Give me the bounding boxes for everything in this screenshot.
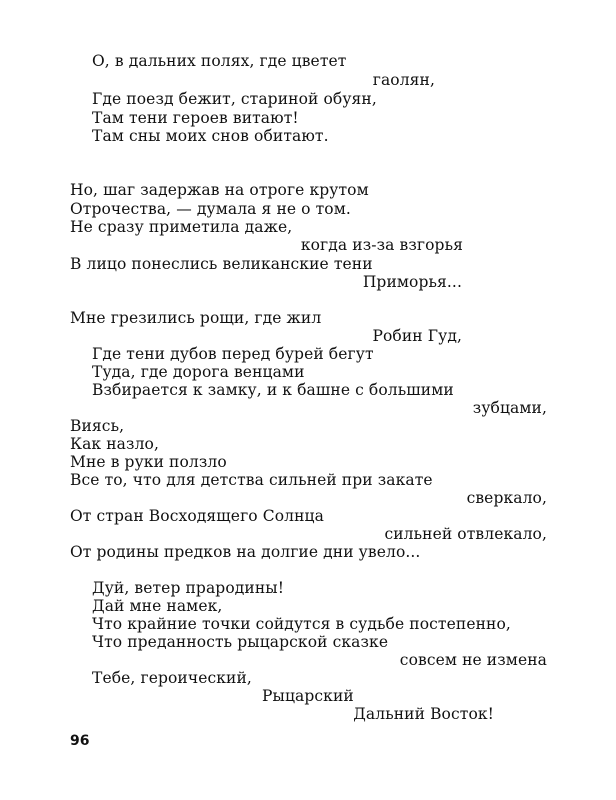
poem-line: В лицо понеслись великанские тени	[70, 255, 373, 273]
poem-line: Все то, что для детства сильней при закате	[70, 471, 433, 489]
poem-line: Там тени героев витают!	[92, 109, 299, 127]
poem-line: сильней отвлекало,	[384, 525, 547, 543]
poem-line: совсем не измена	[399, 651, 547, 669]
poem-line: гаолян,	[372, 71, 435, 89]
poem-line: Виясь,	[70, 417, 125, 435]
poem-line: сверкало,	[466, 489, 547, 507]
poem-line: Взбирается к замку, и к башне с большими	[92, 381, 454, 399]
poem-line: Не сразу приметила даже,	[70, 218, 293, 236]
poem-line: От родины предков на долгие дни увело...	[70, 543, 421, 561]
poem-line: Что крайние точки сойдутся в судьбе постепенно,	[92, 615, 511, 633]
poem-line: Дай мне намек,	[92, 597, 223, 615]
poem-line: Мне грезились рощи, где жил	[70, 309, 322, 327]
poem-line: Туда, где дорога венцами	[92, 363, 305, 381]
poem-line: Что преданность рыцарской сказке	[92, 633, 389, 651]
page-number: 96	[70, 733, 90, 749]
poem-line: Где тени дубов перед бурей бегут	[92, 345, 374, 363]
poem-line: Дуй, ветер прародины!	[92, 579, 285, 597]
poem-line: Но, шаг задержав на отроге крутом	[70, 181, 369, 199]
poem-line: О, в дальних полях, где цветет	[92, 52, 347, 70]
poem-line: Приморья...	[362, 273, 462, 291]
poem-line: Робин Гуд,	[372, 327, 462, 345]
poem-line: зубцами,	[472, 399, 547, 417]
poem-line: Дальний Восток!	[353, 705, 494, 723]
poem-line: От стран Восходящего Солнца	[70, 507, 324, 525]
poem-line: Тебе, героический,	[92, 669, 252, 687]
poem-line: Как назло,	[70, 435, 159, 453]
poem-line: Мне в руки ползло	[70, 453, 227, 471]
poem-line: Там сны моих снов обитают.	[92, 127, 329, 145]
poem-line: Рыцарский	[262, 687, 354, 705]
poem-line: Где поезд бежит, стариной обуян,	[92, 90, 377, 108]
poem-line: когда из-за взгорья	[300, 236, 463, 254]
poem-line: Отрочества, — думала я не о том.	[70, 200, 351, 218]
